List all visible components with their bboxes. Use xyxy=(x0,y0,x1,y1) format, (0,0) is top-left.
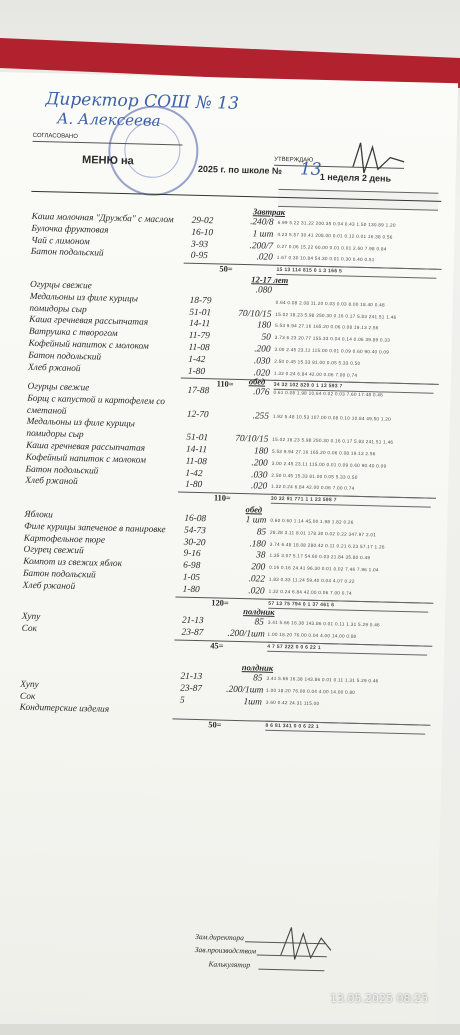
recipe-number: 54-73 xyxy=(183,525,206,536)
portion-total: 110= xyxy=(216,379,234,390)
nutrition-values: 15.02 18.23 5.98 250.30 0.16 0.17 5.83 241.51 1.46 xyxy=(275,311,397,320)
portion-weight: .200/1шт xyxy=(226,684,264,696)
portion-weight: 70/10/15 xyxy=(238,308,272,320)
portion-weight: .200 xyxy=(254,344,271,355)
dish-name: Филе курицы запеченое в панировке xyxy=(24,521,166,535)
portion-total: 45= xyxy=(210,640,224,651)
nutrition-values: 3.74 6.48 18.08 280.42 0.11 0.21 6.23 57.17 1.26 xyxy=(269,541,385,550)
dish-name: помидоры сыр xyxy=(29,303,87,315)
recipe-number: 11-08 xyxy=(185,456,207,467)
sig-zam-director: Зам.директора xyxy=(195,932,245,943)
sig-calculator: Калькулятор xyxy=(208,959,251,970)
recipe-number: 51-01 xyxy=(189,307,212,318)
section-totals: 30 32 91 771 1 1 23 598 7 xyxy=(270,495,337,504)
portion-weight: .022 xyxy=(248,574,266,585)
nutrition-values: 2.50 0.45 15.33 81.00 0.05 5.33 0.50 xyxy=(271,472,358,480)
recipe-number: 12-70 xyxy=(186,409,209,420)
nutrition-values: 15.02 18.23 5.98 250.30 0.16 0.17 5.83 241.51 1.46 xyxy=(272,436,394,445)
recipe-number: 6-98 xyxy=(183,560,201,572)
recipe-number: 16-10 xyxy=(191,227,214,239)
dish-name: Хлеб ржаной xyxy=(22,580,76,592)
nutrition-values: 1.32 0.24 6.84 42.00 0.06 7.00 0.74 xyxy=(271,484,355,492)
nutrition-values: 5.53 9.94 27.16 165.20 0.06 0.08 19.13 2.56 xyxy=(275,323,379,331)
recipe-number: 30-20 xyxy=(183,537,206,548)
portion-weight: .200 xyxy=(251,458,268,469)
nutrition-values: 3.00 2.45 23.11 115.00 0.01 0.09 0.60 90.40 0.09 xyxy=(274,346,390,355)
recipe-number: 9-16 xyxy=(183,549,201,560)
portion-total: 110= xyxy=(213,493,231,503)
portion-weight: 38 xyxy=(256,550,266,562)
menu-title: МЕНЮ на xyxy=(81,154,134,168)
nutrition-values: 6.99 5.22 31.22 200.35 0.04 0.43 1.50 130.89 1.20 xyxy=(277,219,396,228)
recipe-number: 1-80 xyxy=(182,584,200,595)
nutrition-values: 1.32 0.24 6.84 42.00 0.06 7.00 0.74 xyxy=(268,588,352,596)
nutrition-values: 0.60 0.60 1.14 45.00 1.98 1.82 0.26 xyxy=(270,517,354,525)
portion-weight: 180 xyxy=(257,320,272,332)
nutrition-values: 2.50 0.45 15.33 81.00 0.05 5.33 0.50 xyxy=(274,358,361,366)
dish-name: Батон подольский xyxy=(28,350,102,363)
portion-total: 50= xyxy=(208,720,222,730)
section-totals: 57 13 75 794 0 1 37 461 6 xyxy=(268,600,335,608)
sig-zav-production: Зав.производством xyxy=(194,945,257,956)
portion-total: 50= xyxy=(219,264,233,274)
recipe-number: 5 xyxy=(179,695,185,706)
portion-weight: .076 xyxy=(253,387,270,398)
approve-label: УТВЕРЖДАЮ xyxy=(274,156,314,164)
nutrition-values: 1.00 18.20 76.00 0.04 4.00 14.00 0.80 xyxy=(267,631,357,639)
nutrition-values: 4.23 5.57 30.41 208.00 0.01 0.12 0.01 16.38 0.56 xyxy=(277,231,393,240)
recipe-number: 14-11 xyxy=(189,319,211,330)
handwritten-signature xyxy=(276,919,337,970)
recipe-number: 18-79 xyxy=(189,295,212,307)
nutrition-values: 1.00 18.20 76.00 0.04 4.00 14.00 0.80 xyxy=(266,687,356,695)
nutrition-values: 3.73 6.23 20.77 155.33 0.04 0.14 0.06 39.89 0.33 xyxy=(274,335,391,343)
handwritten-director: Директор СОШ № 13 xyxy=(45,89,240,114)
portion-weight: .180 xyxy=(249,538,266,550)
recipe-number: 23-87 xyxy=(181,627,204,638)
dish-name: Сок xyxy=(19,691,36,702)
portion-weight: .020 xyxy=(248,586,265,597)
portion-weight: .020 xyxy=(250,481,268,493)
recipe-number: 0-95 xyxy=(190,251,208,262)
dish-name: Кофейный напиток с молоком xyxy=(28,338,149,352)
portion-weight: 85 xyxy=(256,527,267,538)
recipe-number: 51-01 xyxy=(186,432,209,444)
nutrition-values: 3.41 5.66 16.38 143.86 0.01 0.11 1.31 5.29 0.46 xyxy=(267,619,381,628)
meal-title: 12-17 лет xyxy=(251,274,289,286)
nutrition-values: 3.60 0.42 24.31 115.00 xyxy=(265,699,320,706)
dish-name: Хлеб ржаной xyxy=(27,362,81,374)
nutrition-values: 28.28 3.11 8.01 178.30 0.02 0.22 347.97 2.01 xyxy=(270,529,377,538)
dish-name: Огурец свежий xyxy=(23,545,84,557)
recipe-number: 14-11 xyxy=(185,444,208,456)
dish-name: Каша гречневая рассыпчатая xyxy=(25,440,146,454)
dish-name: Картофельное пюре xyxy=(23,533,106,546)
portion-weight: 200 xyxy=(251,562,266,573)
portion-weight: .255 xyxy=(252,410,270,422)
agreed-label: СОГЛАСОВАНО xyxy=(32,132,79,140)
nutrition-values: 1.32 0.24 6.84 42.00 0.06 7.00 0.74 xyxy=(273,370,358,378)
dish-name: Медальоны из филе курицы xyxy=(29,291,139,305)
portion-weight: 1 шт xyxy=(245,515,267,526)
portion-total: 120= xyxy=(211,597,229,608)
meal-title: полдник xyxy=(243,606,275,617)
meal-title: полдник xyxy=(241,662,274,673)
nutrition-values: 0.61 0.08 1.98 10.64 0.02 0.03 7.60 17.48 0.46 xyxy=(273,389,384,398)
portion-weight: 50 xyxy=(261,332,271,343)
portion-weight: 180 xyxy=(253,446,269,457)
nutrition-values: 3.00 2.45 23.11 115.00 0.01 0.09 0.60 90.40 0.09 xyxy=(271,460,387,469)
recipe-number: 1-05 xyxy=(182,572,201,584)
dish-name: Огурцы свежие xyxy=(27,381,90,394)
portion-weight: .020 xyxy=(253,367,271,379)
recipe-number: 29-02 xyxy=(191,215,214,227)
portion-weight: 85 xyxy=(254,617,264,628)
dish-name: Ватрушка с творогом xyxy=(28,326,118,340)
dish-name: Компот из свежих яблок xyxy=(23,556,123,570)
section-totals: 34 32 102 829 0 1 13 593 7 xyxy=(273,382,343,390)
photo-timestamp: 13.05.2025 08:25 xyxy=(330,992,429,1005)
dish-name: Борщ с капустой и картофелем со xyxy=(27,393,166,407)
meal-title: обед xyxy=(248,376,266,387)
dish-name: Каша молочная "Дружба" с маслом xyxy=(31,211,174,226)
dish-name: Сок xyxy=(21,623,38,634)
dish-name: Чай с лимоном xyxy=(31,235,90,247)
section-totals: 15 13 114 815 0 1 3 166 5 xyxy=(276,267,343,275)
recipe-number: 11-08 xyxy=(188,342,210,354)
dish-name: Хупу xyxy=(21,611,41,623)
section-totals: 8 6 81 341 0 0 6 22 1 xyxy=(265,722,319,731)
recipe-number: 16-08 xyxy=(184,513,207,525)
portion-weight: .020 xyxy=(256,252,273,264)
recipe-number: 21-13 xyxy=(181,615,204,627)
nutrition-values: 1.67 0.30 10.84 54.30 0.01 0.30 0.40 0.51 xyxy=(276,255,375,263)
nutrition-values: 1.83 0.33 11.24 59.40 0.04 4.07 0.22 xyxy=(268,576,355,584)
portion-weight: .080 xyxy=(255,285,273,296)
nutrition-values: 3.41 5.66 16.38 143.86 0.01 0.11 1.31 5.29 0.46 xyxy=(266,675,379,684)
nutrition-values: 1.92 5.48 10.53 107.00 0.08 0.10 10.84 49.50 1.20 xyxy=(272,413,392,422)
school-number: 13 xyxy=(299,159,322,180)
year-school-label: 2025 г. по школе № xyxy=(197,163,283,176)
nutrition-values: 0.27 0.06 15.22 60.00 0.01 0.01 2.60 7.98 0.84 xyxy=(277,243,387,252)
dish-name: сметаной xyxy=(26,405,67,417)
portion-weight: 1шт xyxy=(243,696,263,708)
recipe-number: 11-79 xyxy=(188,330,210,342)
nutrition-values: 0.16 0.16 24.41 96.30 0.01 0.02 7.46 7.96 1.04 xyxy=(269,564,379,573)
dish-name: Кофейный напиток с молоком xyxy=(25,452,147,466)
week-day-label: 1 неделя 2 день xyxy=(319,171,392,184)
portion-weight: .030 xyxy=(251,469,268,481)
portion-weight: 1 шт xyxy=(252,229,274,240)
meal-title: Завтрак xyxy=(252,206,286,218)
recipe-number: 17-88 xyxy=(187,385,210,397)
recipe-number: 23-87 xyxy=(180,683,203,694)
dish-name: Кондитерские изделия xyxy=(19,703,110,716)
nutrition-values: 1.35 3.07 5.17 54.60 0.03 21.84 35.80 0.49 xyxy=(269,553,371,561)
recipe-number: 1-80 xyxy=(185,480,203,491)
handwritten-director-name: А. Алексеева xyxy=(56,109,161,130)
section-totals: 4 7 57 222 0 0 6 22 1 xyxy=(267,643,321,651)
portion-weight: .240/8 xyxy=(250,217,274,228)
portion-weight: .030 xyxy=(253,356,271,367)
dish-name: Хлеб ржаной xyxy=(25,476,78,488)
dish-name: Яблоки xyxy=(24,509,53,521)
dish-name: Батон подольский xyxy=(25,464,99,477)
portion-weight: 70/10/15 xyxy=(235,434,269,445)
dish-name: Батон подольский xyxy=(30,247,104,259)
portion-weight: .200/1шт xyxy=(227,628,265,640)
dish-name: Булочка фруктовая xyxy=(31,223,109,236)
nutrition-values: 5.53 9.94 27.16 165.20 0.06 0.08 19.13 2.56 xyxy=(271,448,376,457)
recipe-number: 1-42 xyxy=(188,354,206,365)
portion-weight: .200/7 xyxy=(249,240,274,252)
recipe-number: 3-93 xyxy=(190,239,209,250)
portion-weight: 85 xyxy=(253,673,263,684)
dish-name: Каша гречневая рассыпчатая xyxy=(29,315,149,329)
dish-name: Хупу xyxy=(20,679,39,690)
nutrition-values: 0.64 0.08 2.08 11.20 0.03 0.03 8.00 18.40 0.48 xyxy=(275,299,385,308)
meal-title: обед xyxy=(245,504,263,515)
dish-name: Огурцы свежие xyxy=(29,279,92,292)
recipe-number: 1-80 xyxy=(187,366,206,377)
dish-name: Медальоны из филе курицы xyxy=(26,417,136,430)
dish-name: Батон подольский xyxy=(22,568,96,581)
dish-name: помидоры сыр xyxy=(26,428,84,441)
recipe-number: 1-42 xyxy=(185,468,203,479)
recipe-number: 21-13 xyxy=(180,671,203,683)
